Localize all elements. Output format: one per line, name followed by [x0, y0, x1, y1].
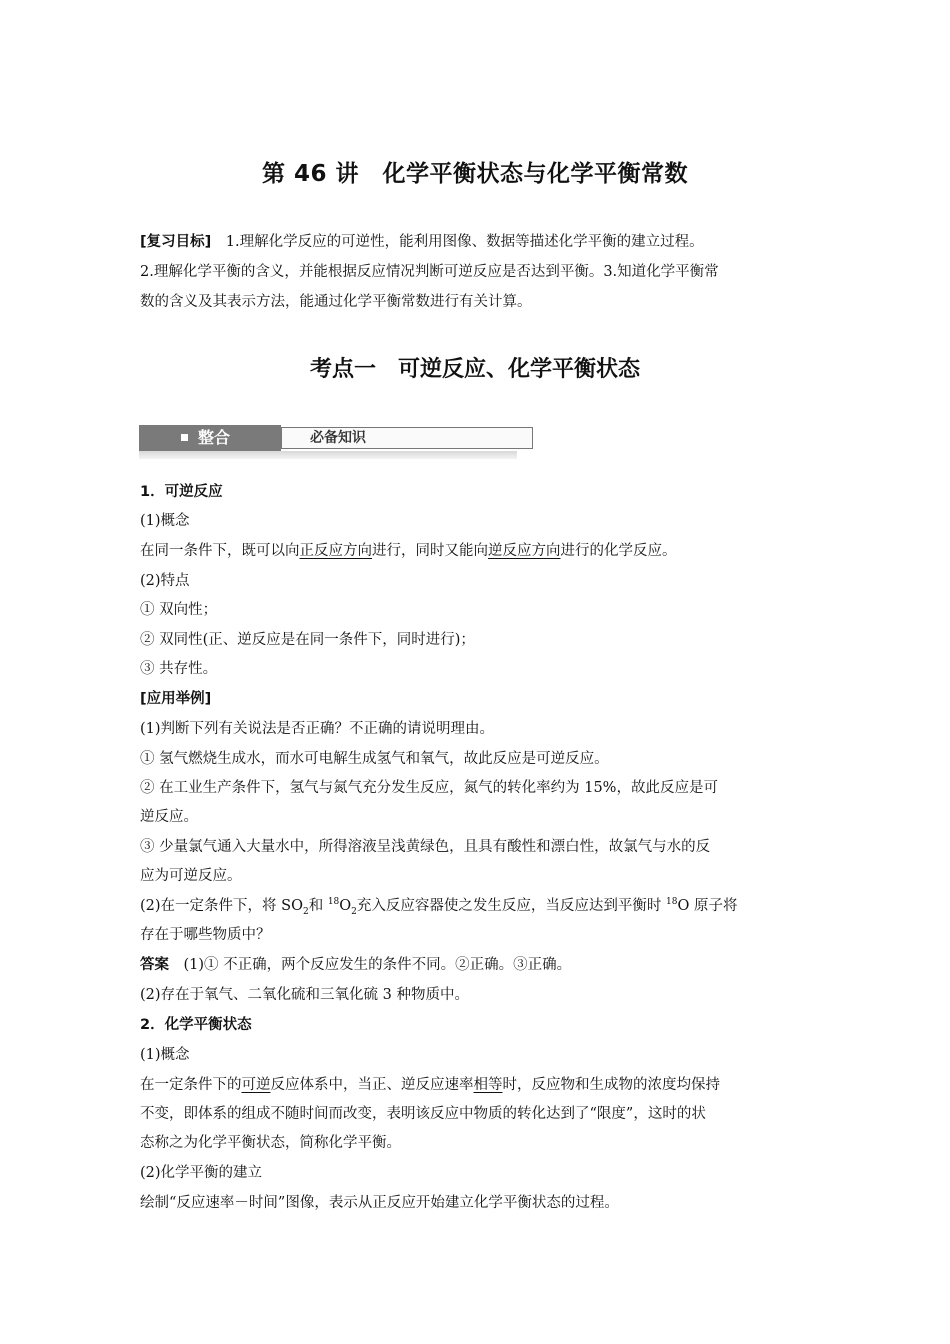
s2-line-2: 不变，即体系的组成不随时间而改变，表明该反应中物质的转化达到了“限度”，这时的状	[140, 1106, 706, 1122]
answer-line-1: 答案 (1)① 不正确，两个反应发生的条件不同。②正确。③正确。	[140, 957, 572, 973]
section-title: 考点一 可逆反应、化学平衡状态	[309, 357, 640, 382]
goals-line-1	[140, 232, 812, 252]
square-icon	[181, 434, 188, 441]
underlined-term: 相等	[473, 1077, 503, 1093]
s2-build-desc: 绘制“反应速率－时间”图像，表示从正反应开始建立化学平衡状态的过程。	[140, 1195, 619, 1211]
underlined-term: 可逆	[241, 1077, 271, 1093]
question-2-line-2: 存在于哪些物质中？	[140, 927, 271, 943]
question-1: (1)判断下列有关说法是否正确？不正确的请说明理由。	[140, 721, 495, 737]
s1-feature-3: ③ 共存性。	[140, 661, 218, 677]
underlined-term: 逆反应方向	[488, 543, 561, 559]
s1-definition: 在同一条件下，既可以向正反应方向进行，同时又能向逆反应方向进行的化学反应。	[140, 543, 677, 559]
goals-line-2: 2.理解化学平衡的含义，并能根据反应情况判断可逆反应是否达到平衡。3.知道化学平衡常	[140, 264, 719, 280]
question-1c-1: ③ 少量氯气通入大量水中，所得溶液呈浅黄绿色，且具有酸性和漂白性，故氯气与水的反	[140, 839, 711, 855]
question-1c-2: 应为可逆反应。	[140, 868, 242, 884]
s1-concept: (1)概念	[140, 513, 190, 529]
question-2: (2)在一定条件下，将 $SO_2$和 $^{18}O_2$充入反应容器使之发生反应，当反应达到平衡时 $^{18}$O 原子将	[140, 897, 738, 917]
banner-left-label: 整合	[198, 428, 231, 447]
question-1b-2: 逆反应。	[140, 809, 198, 825]
s1-feature-1: ① 双向性；	[140, 602, 218, 618]
s2-line-1: 在一定条件下的可逆反应体系中，当正、逆反应速率相等时，反应物和生成物的浓度均保持	[140, 1077, 720, 1093]
main-title: 第 46 讲 化学平衡状态与化学平衡常数	[261, 161, 689, 187]
goals-label: [复习目标]	[140, 234, 212, 250]
goals-text-1: 1.理解化学反应的可逆性，能利用图像、数据等描述化学平衡的建立过程。	[225, 234, 704, 250]
example-label: [应用举例]	[140, 691, 212, 707]
s1-features: (2)特点	[140, 573, 190, 589]
banner-left	[139, 425, 281, 451]
question-1b-1: ② 在工业生产条件下，氢气与氮气充分发生反应，氮气的转化率约为 15%，故此反应是可	[140, 780, 718, 796]
question-1a: ① 氢气燃烧生成水，而水可电解生成氢气和氧气，故此反应是可逆反应。	[140, 751, 609, 767]
s1-feature-2: ② 双同性(正、逆反应是在同一条件下，同时进行)；	[140, 632, 475, 648]
underlined-term: 正反应方向	[299, 543, 372, 559]
goals-line-3: 数的含义及其表示方法，能通过化学平衡常数进行有关计算。	[140, 294, 532, 310]
banner-shadow	[139, 451, 517, 459]
section-banner	[139, 425, 517, 459]
s2-line-3: 态称之为化学平衡状态，简称化学平衡。	[140, 1135, 401, 1151]
answer-label: 答案	[140, 957, 169, 973]
s1-heading: 1．可逆反应	[140, 484, 223, 500]
s2-build: (2)化学平衡的建立	[140, 1165, 263, 1181]
banner-right-label: 必备知识	[310, 430, 366, 446]
s2-heading: 2．化学平衡状态	[140, 1017, 252, 1033]
banner-right	[281, 427, 533, 449]
answer-line-2: (2)存在于氧气、二氧化硫和三氧化硫 3 种物质中。	[140, 987, 469, 1003]
s2-concept: (1)概念	[140, 1047, 190, 1063]
